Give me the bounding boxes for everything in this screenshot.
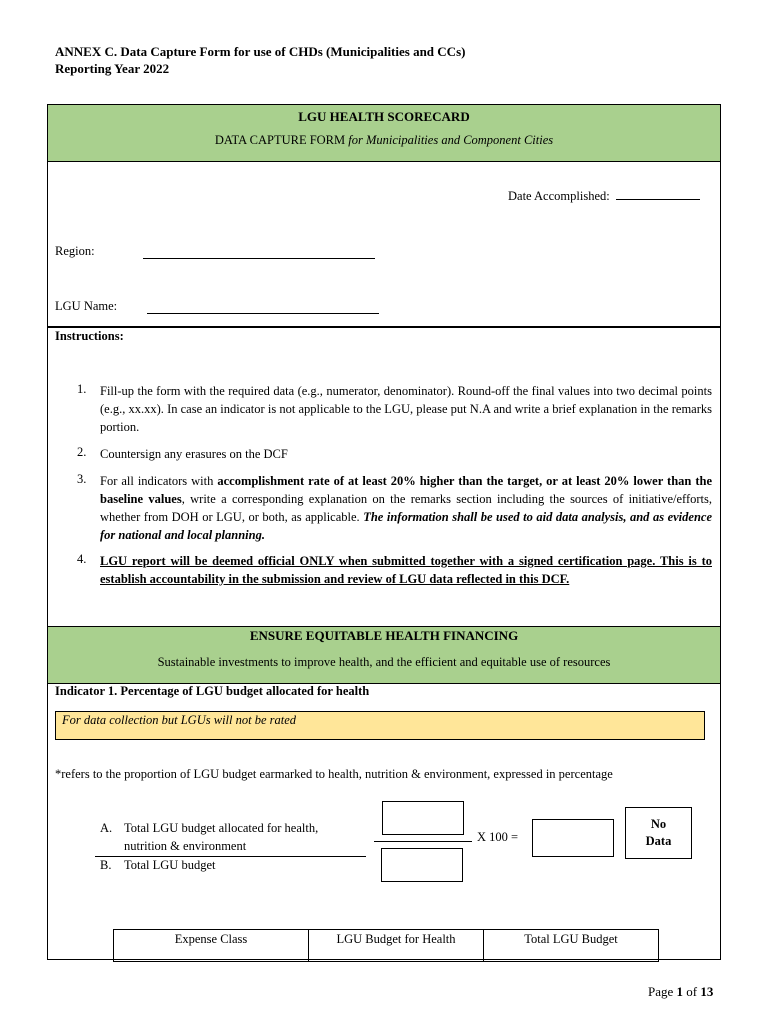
table-header-row [114, 930, 659, 962]
indicator-definition: *refers to the proportion of LGU budget earmarked to health, nutrition & environment, expressed in percentage [55, 767, 613, 781]
section-header-box [47, 626, 721, 684]
page-num: 1 [676, 984, 684, 999]
instruction-1-num: 1. [77, 382, 87, 396]
instruction-3-bold-italic: The information shall be used to aid data analysis, and as evidence for national and local planning. [100, 510, 712, 542]
col-lgu-budget-health: LGU Budget for Health [309, 930, 484, 962]
instruction-3-mid: , write a corresponding explanation on the remarks section including the sources of initiative/efforts, whether from DOH or LGU, or both, as applicable. [100, 492, 712, 524]
instruction-3 [100, 472, 712, 544]
b-text: Total LGU budget [124, 858, 216, 872]
date-label: Date Accomplished: [508, 189, 610, 203]
subtitle-italic: for Municipalities and Component Cities [348, 133, 554, 147]
lgu-name-label: LGU Name: [55, 299, 118, 313]
of-word: of [683, 984, 701, 999]
a-line1: Total LGU budget allocated for health, [124, 821, 319, 835]
scorecard-title-box [47, 104, 721, 162]
date-accomplished-field[interactable] [508, 189, 700, 204]
region-blank[interactable] [143, 246, 375, 259]
denominator-input[interactable] [381, 848, 463, 882]
instruction-3-num: 3. [77, 472, 87, 486]
col-total-lgu-budget: Total LGU Budget [484, 930, 659, 962]
b-letter: B. [100, 858, 112, 872]
ab-divider [95, 856, 366, 857]
a-line2: nutrition & environment [124, 839, 247, 853]
indicator-title: Indicator 1. Percentage of LGU budget allocated for health [55, 684, 370, 698]
indicator-note: For data collection but LGUs will not be rated [62, 713, 297, 727]
page-word: Page [648, 984, 677, 999]
scorecard-subtitle [48, 133, 720, 148]
no-data-line1: No [650, 817, 667, 831]
section-title: ENSURE EQUITABLE HEALTH FINANCING [249, 628, 519, 643]
fraction-bar [374, 841, 472, 842]
instruction-2-num: 2. [77, 445, 87, 459]
instruction-3-pre: For all indicators with [100, 474, 218, 488]
instruction-3-bold: accomplishment rate of at least 20% higher than the target, or at least 20% lower than the baseline values [100, 474, 713, 506]
date-blank[interactable] [616, 199, 700, 200]
instructions-heading: Instructions: [55, 329, 124, 343]
region-label: Region: [55, 244, 95, 258]
col-expense-class: Expense Class [114, 930, 309, 962]
instruction-2: Countersign any erasures on the DCF [100, 447, 288, 461]
lgu-name-blank[interactable] [147, 301, 379, 314]
instruction-4: LGU report will be deemed official ONLY when submitted together with a signed certification page. This is to establish accountability in the submission and review of LGU data reflected in this DCF. [100, 554, 712, 586]
expense-table [113, 929, 659, 962]
instruction-4-num: 4. [77, 552, 87, 566]
annex-title: ANNEX C. Data Capture Form for use of CHDs (Municipalities and CCs) [55, 44, 466, 59]
reporting-year: Reporting Year 2022 [55, 61, 170, 76]
multiplier-text: X 100 = [477, 830, 519, 844]
indicator-note-box [55, 711, 705, 740]
section-subtitle: Sustainable investments to improve health, and the efficient and equitable use of resources [157, 655, 611, 669]
page-number [648, 984, 713, 1000]
no-data-box [625, 807, 692, 859]
page-total: 13 [700, 984, 714, 999]
subtitle-plain: DATA CAPTURE FORM [214, 133, 349, 147]
a-letter: A. [100, 821, 113, 835]
numerator-input[interactable] [382, 801, 464, 835]
instruction-1: Fill-up the form with the required data (e.g., numerator, denominator). Round-off the final values into two decimal points (e.g., xx.xx). In case an indicator is not applicable to the LGU, please put N.A and write a brief explanation in the remarks portion. [100, 384, 712, 434]
scorecard-title: LGU HEALTH SCORECARD [298, 109, 470, 124]
result-input[interactable] [532, 819, 614, 857]
no-data-line2: Data [645, 834, 672, 848]
